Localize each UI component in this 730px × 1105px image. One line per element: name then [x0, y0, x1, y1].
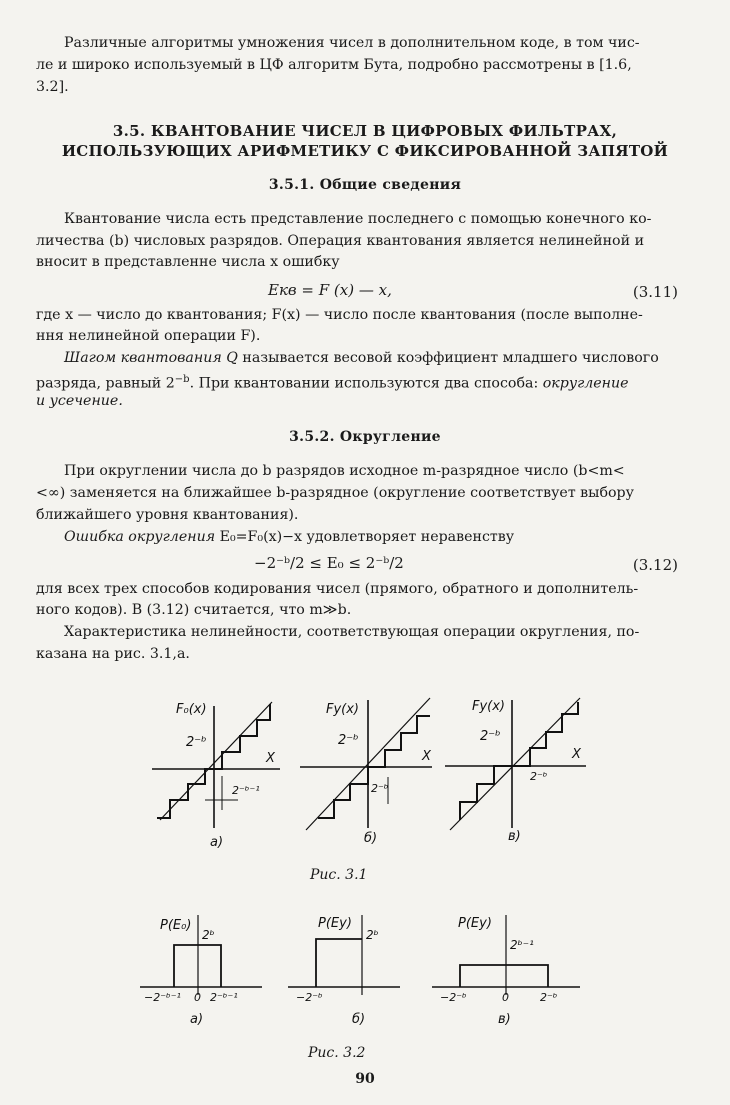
section-title-line-1: 3.5. КВАНТОВАНИЕ ЧИСЕЛ В ЦИФРОВЫХ ФИЛЬТРАХ, [112, 122, 618, 140]
fig1c-width-label: 2⁻ᵇ [530, 770, 548, 783]
fig2b-ylabel: P(Eу) [318, 916, 352, 931]
fig2a-panel-label: а) [190, 1012, 204, 1027]
fig2c-center: 0 [502, 991, 509, 1004]
term-rounding: округление [542, 375, 629, 392]
fig2c-right: 2⁻ᵇ [540, 991, 558, 1004]
sub2-p4-line-2: казана на рис. 3.1,а. [36, 646, 190, 662]
subsection-title-rounding: 3.5.2. Округление [289, 429, 441, 445]
fig1b-panel-label: б) [364, 831, 378, 846]
intro-line-2: ле и широко используемый в ЦФ алгоритм Бута, подробно рассмотрены в [1.6, [36, 57, 632, 73]
fig2a-ylabel: P(E₀) [160, 918, 192, 933]
fig2c-left: −2⁻ᵇ [440, 991, 467, 1004]
equation-3-11-number: (3.11) [632, 283, 678, 301]
fig1a-panel-label: а) [210, 835, 224, 850]
fig1c-staircase [460, 702, 578, 820]
sub2-p3-line-2: ного кодов). В (3.12) считается, что m≫b. [36, 602, 352, 618]
fig2c-height: 2ᵇ⁻¹ [510, 938, 534, 952]
equation-3-11: Eкв = F (x) — x, [268, 281, 392, 299]
sub1-p3-exponent: −b [174, 374, 190, 385]
sub1-p3-line-2-b: . При квантовании используются два способа: [189, 375, 543, 392]
fig1-panel-c [445, 698, 586, 844]
fig2a-height: 2ᵇ [202, 928, 215, 942]
figure-3-1-caption: Рис. 3.1 [310, 867, 368, 883]
term-rounding-error: Ошибка округления [64, 529, 216, 545]
fig1-panel-b [300, 698, 432, 846]
fig2a-left: −2⁻ᵇ⁻¹ [144, 991, 181, 1004]
sub2-p3-line-1: для всех трех способов кодирования чисел (прямого, обратного и дополнитель- [36, 581, 639, 597]
fig1c-panel-label: в) [508, 829, 521, 844]
sub2-p1-line-3: ближайшего уровня квантования). [36, 507, 299, 523]
subsection-title-general: 3.5.1. Общие сведения [268, 177, 462, 193]
fig2c-rect [460, 965, 548, 987]
fig1a-ylabel: F₀(x) [176, 702, 207, 717]
sub1-p3-line-2 [36, 370, 629, 394]
term-quantization-step: Шагом квантования Q [64, 350, 238, 366]
fig1a-bisector [160, 702, 272, 820]
sub1-p2-line-2: ння нелинейной операции F). [36, 328, 261, 344]
fig1a-half-step: 2⁻ᵇ⁻¹ [232, 784, 260, 797]
fig1b-width-label: 2⁻ᵇ [371, 782, 389, 795]
sub1-p3-line-2-a: разряда, равный 2 [36, 375, 175, 392]
sub1-p1-line-1: Квантование числа есть представление последнего с помощью конечного ко- [64, 211, 652, 227]
sub2-p4-line-1: Характеристика нелинейности, соответствующая операции округления, по- [64, 624, 640, 640]
figure-3-2 [0, 905, 730, 1035]
fig1c-x-label: X [572, 747, 581, 762]
fig2a-center: 0 [194, 991, 201, 1004]
fig2-panel-a [140, 915, 262, 1027]
fig1b-ylabel: Fу(x) [326, 702, 360, 717]
fig2a-right: 2⁻ᵇ⁻¹ [210, 991, 238, 1004]
page-number: 90 [355, 1071, 375, 1087]
fig1c-step-label: 2⁻ᵇ [480, 729, 501, 744]
fig1c-bisector [450, 698, 580, 830]
sub1-p2-line-1: где x — число до квантования; F(x) — число после квантования (после выполне- [36, 307, 643, 323]
sub1-p1-line-2: личества (b) числовых разрядов. Операция квантования является нелинейной и [36, 233, 645, 249]
fig2c-panel-label: в) [498, 1012, 511, 1027]
fig2b-rect [316, 939, 362, 987]
intro-line-1: Различные алгоритмы умножения чисел в дополнительном коде, в том чис- [64, 35, 640, 51]
fig2c-ylabel: P(Eу) [458, 916, 492, 931]
sub1-p1-line-3: вносит в представленне числа x ошибку [36, 254, 340, 270]
equation-3-12: −2⁻ᵇ/2 ≤ E₀ ≤ 2⁻ᵇ/2 [254, 554, 404, 572]
intro-line-3: 3.2]. [36, 79, 69, 95]
fig2-panel-b [288, 915, 400, 1027]
sub2-p1-line-1: При округлении числа до b разрядов исходное m-разрядное число (b<m< [64, 463, 625, 479]
fig1a-step-label: 2⁻ᵇ [186, 735, 207, 750]
fig2-panel-c [432, 915, 580, 1027]
fig2b-height: 2ᵇ [366, 928, 379, 942]
equation-3-12-number: (3.12) [632, 556, 678, 574]
fig1b-x-label: X [422, 749, 431, 764]
fig2b-panel-label: б) [352, 1012, 366, 1027]
fig2b-left: −2⁻ᵇ [296, 991, 323, 1004]
fig1a-x-label: X [266, 751, 275, 766]
sub1-p3-line-3: и усечение. [36, 393, 123, 409]
fig1c-ylabel: Fу(x) [472, 699, 506, 714]
sub1-p3-line-1-rest: называется весовой коэффициент младшего числового [237, 350, 659, 366]
sub1-p3-line-1 [64, 348, 659, 368]
section-title-line-2: ИСПОЛЬЗУЮЩИХ АРИФМЕТИКУ С ФИКСИРОВАННОЙ ЗАПЯТОЙ [61, 142, 669, 160]
sub2-p2 [64, 527, 514, 547]
fig1-panel-a [152, 702, 280, 850]
fig1b-step-label: 2⁻ᵇ [338, 733, 359, 748]
figure-3-1 [0, 680, 730, 880]
sub2-p1-line-2: <∞) заменяется на ближайшее b-разрядное (округление соответствует выбору [36, 485, 634, 501]
figure-3-2-caption: Рис. 3.2 [308, 1045, 366, 1061]
sub2-p2-rest: E₀=F₀(x)−x удовлетворяет неравенству [215, 529, 515, 545]
